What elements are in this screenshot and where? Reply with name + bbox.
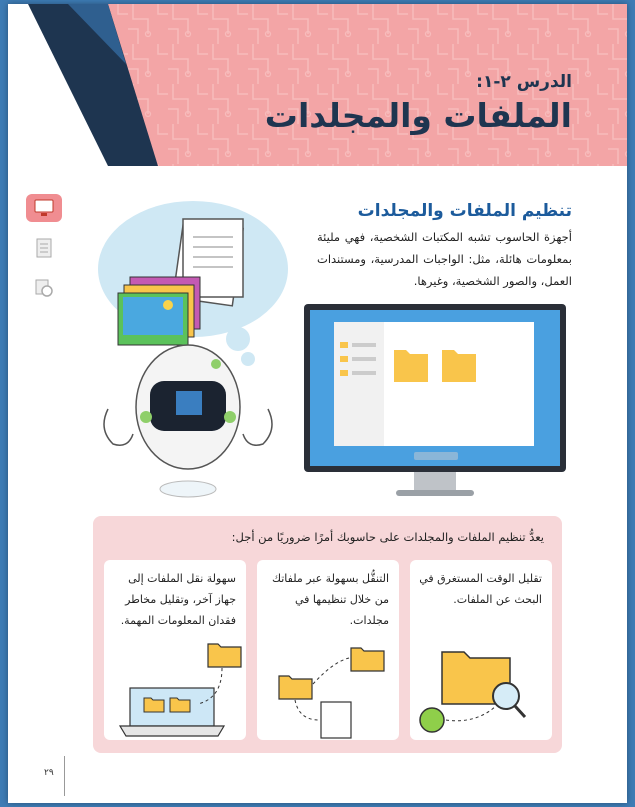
folder-search-icon	[410, 632, 552, 740]
computer-icon[interactable]	[26, 194, 62, 222]
sidebar	[26, 194, 66, 314]
page-number-divider	[64, 756, 65, 796]
page-number: ٢٩	[44, 768, 54, 778]
benefit-card-navigate	[257, 560, 399, 740]
lesson-title: الملفات والمجلدات	[264, 96, 572, 135]
panel-heading: يعدُّ تنظيم الملفات والمجلدات على حاسوبك أمرًا ضروريًا من أجل:	[231, 530, 544, 544]
card-text: التنقُّل بسهولة عبر ملفاتك من خلال تنظيمها في مجلدات.	[271, 572, 389, 627]
benefits-panel	[93, 516, 562, 753]
benefit-card-transfer	[104, 560, 246, 740]
benefit-card-search	[410, 560, 552, 740]
folder-navigation-icon	[257, 632, 399, 740]
page	[8, 4, 627, 803]
card-text: سهولة نقل الملفات إلى جهاز آخر، وتقليل مخاطر فقدان المعلومات المهمة.	[120, 572, 236, 627]
monitor-illustration	[304, 304, 566, 499]
lesson-number: الدرس ٢-١:	[476, 72, 572, 92]
laptop-transfer-icon	[104, 632, 246, 740]
card-text: تقليل الوقت المستغرق في البحث عن الملفات.	[419, 572, 542, 606]
settings-icon[interactable]	[26, 274, 62, 302]
robot-illustration	[88, 189, 308, 509]
section-title: تنظيم الملفات والمجلدات	[357, 201, 572, 221]
section-body: أجهزة الحاسوب تشبه المكتبات الشخصية، فهي مليئة بمعلومات هائلة، مثل: الواجبات المدرسية، ومستندات العمل، والصور الشخصية، وغيرها.	[317, 230, 572, 288]
document-icon[interactable]	[26, 234, 62, 262]
